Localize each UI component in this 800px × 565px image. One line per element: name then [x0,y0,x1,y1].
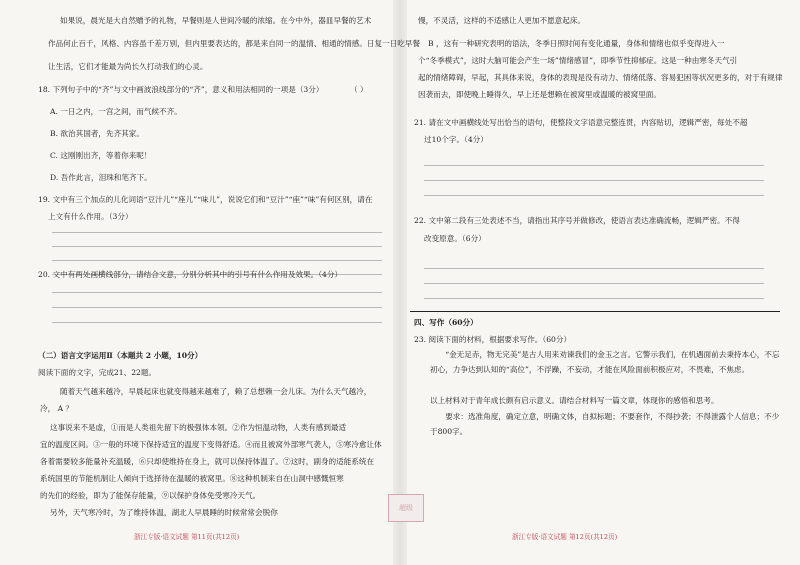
q23-task: 以上材料对于青年成长颇有启示意义。请结合材料写一篇文章，体现你的感悟和思考。 [430,396,719,405]
q20-answer-lines [52,292,382,323]
passage-line-3: 这事说来不是虚，①而是人类祖先留下的极强体本领。②作为恒温动物，人类有感到最适 [50,423,347,432]
q19-answer-lines [52,232,382,275]
q23-stem: 23. 阅读下面的材料，根据要求写作。（60分） [414,335,572,344]
q18-option-a: A. 一日之内，一宫之间，而气候不齐。 [50,107,182,116]
q22-stem-2: 改变原意。（6分） [424,234,486,243]
q20-stem: 20. 文中有两处画横线部分，请结合文意，分别分析其中的引号有什么作用及效果。（4分） [38,270,343,279]
intro-line-1: 如果说，晨光是大自然赠予的礼物，早餐则是人世间冷暖的浓缩。在今中外，器皿早餐的艺术 [60,16,372,25]
q19-stem-2: 上文有什么作用。（3分） [48,212,133,221]
q18-option-c: C. 这刚刚出齐，等着你来呢！ [50,151,152,160]
q18-stem: 18. 下列句子中的“齐”与文中画波浪线部分的“齐”，意义和用法相同的一项是（3分） [38,85,324,94]
q22-stem-1: 22. 文中第二段有三处表述不当，请指出其序号并做修改，使语言表达准确流畅，逻辑严密。不得 [414,216,740,225]
q23-requirements: 要求：选准角度，确定立意，明确文体，自拟标题；不要套作，不得抄袭；不得泄露个人信息；不少于800字。 [430,412,780,436]
b-paragraph-line-2: 个“冬季模式”，这时大脑可能会产生一场”情绪感冒”，即季节性抑郁症。这是一种由寒冬天气引 [418,56,738,65]
page-right [400,0,800,565]
section-2-title: （二）语言文字运用Ⅱ（本题共 2 小题，10分） [38,351,203,360]
q18-option-d: D. 吾作此言，泪珠和笔齐下。 [50,173,152,182]
q18-option-b: B. 欲治其国者，先齐其家。 [50,129,144,138]
b-paragraph-line-4: 因袭而去，即使晚上睡得久，早上还是想赖在被窝里或温暖的被窝里面。 [418,90,661,99]
center-stamp: 超级 [388,494,424,522]
passage-line-4: 宜的温度区间。③一般的环境下保持适宜的温度下变得舒适。④而且被窝外部寒气袭人，⑤寒冷愈让体 [40,440,382,449]
q21-stem-2: 过10个字。（4分） [424,135,488,144]
passage-line-6: 系统国里的节能机制让人倾向于选择待在温暖的被窝里。⑧这种机制来自在山洞中感慨恒寒 [40,474,344,483]
q21-stem-1: 21. 请在文中画横线处写出恰当的语句，使整段文字语意完整连贯，内容贴切，逻辑严密，每处不超 [414,118,748,127]
b-paragraph-line-1: B ，这有一种研究表明的语法，冬季日照时间有变化通量，身体和情绪也似乎变得进入一 [428,39,725,48]
passage-line-5: 各着需要较多能量补充温暖，⑥只却使维持在身上，就可以保持体温了。⑦这时，副身的适能系统在 [40,457,375,466]
left-footer: 浙江专版·语文试题 第11页(共12页) [134,533,240,541]
section-4-title: 四、写作（60分） [414,318,478,327]
passage-line-2: 冷， A ？ [40,404,74,413]
q23-material: “金无足赤，物无完美”是古人用来劝谏我们的金玉之言。它警示我们，在机遇面前去秉持本心，不忘初心，力争达到认知的“高位”，不浮躁，不妄动，才能在风险面前积极应对，不畏难，不焦虑。 [430,350,780,374]
passage-line-8: 另外，天气寒冷时，为了维持体温，湖北人早晨睡的时候常常会脱你 [50,508,278,517]
q21-answer-lines [424,165,764,196]
passage-line-7: 的先们的经验，即为了能保存能量，⑨以保护身体免受寒冷天气。 [40,491,261,500]
intro-line-2: 作品何止百千，风格、内容虽千差万别，但内里要表达的，都是来自同一的温情、相通的情感。日复一日吃早餐 [48,39,421,48]
section-2-instruction: 阅读下面的文字，完成21、22题。 [38,368,157,377]
q18-answer-bracket: （ ） [350,85,368,94]
q22-answer-lines [424,268,764,299]
intro-line-3: 让生活，它们才能最为尚长久打动我们的心灵。 [48,62,208,71]
right-footer: 浙江专版·语文试题 第12页(共12页) [512,533,618,541]
b-paragraph-line-3: 起的情绪障碍，早起，其具体来说，身体的表现是没有动力、情绪低落、容易犯困等状况更多的，对于有规律 [418,73,783,82]
passage-line-1: 随着天气越来越冷，早晨起床也就变得越来越难了，赖了总想赖一会儿床。为什么天气越冷， [60,387,372,396]
top-line: 慢，不灵活，这样的不适感让人更加不愿意起床。 [418,16,586,25]
section-divider [410,311,780,312]
q19-stem-1: 19. 文中有三个加点的儿化词语“豆汁儿”“座儿”“味儿”，说说它们和“豆汁”“座”“味”有何区别，请在 [38,195,373,204]
